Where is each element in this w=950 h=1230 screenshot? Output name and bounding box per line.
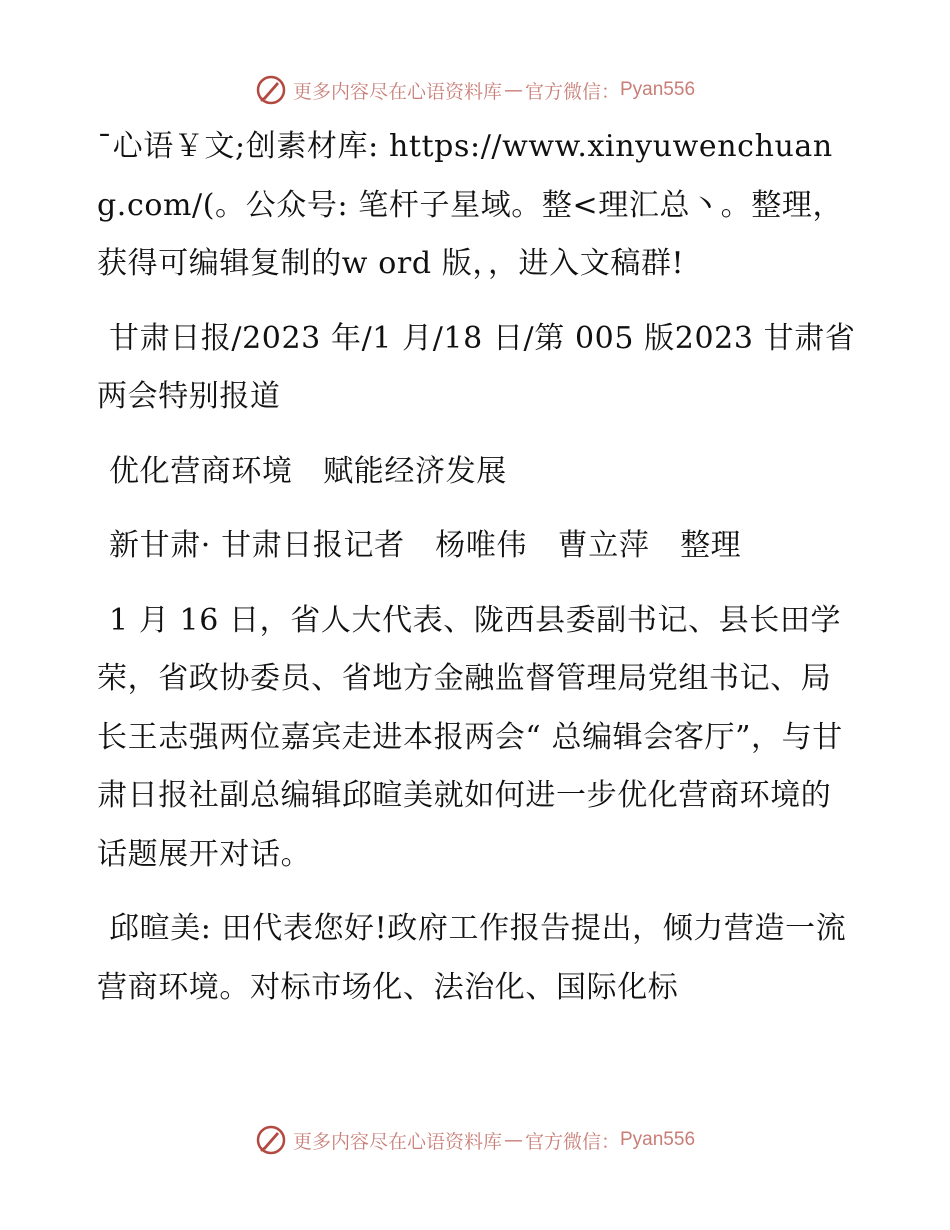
watermark-wechat-id: Pyan556 [620,1129,696,1150]
source-notice-paragraph: ¯心语￥文;创素材库: https://www.xinyuwenchuang.com/(。公众号: 笔杆子星域。整<理汇总丶。整理，获得可编辑复制的w ord 版，，进入文稿群! [97,129,844,281]
watermark-separator: — [503,79,523,101]
publication-info-paragraph: 甘肃日报/2023 年/1 月/18 日/第 005 版2023 甘肃省两会特别报道 [97,320,856,414]
dialogue-paragraph: 邱暄美: 田代表您好!政府工作报告提出，倾力营造一流营商环境。对标市场化、法治化、国际化标 [97,911,847,1005]
watermark-wechat-label: 官方微信： [524,1130,620,1153]
watermark-header [0,70,950,110]
watermark-wechat-label: 官方微信： [524,80,620,103]
intro-paragraph: 1 月 16 日，省人大代表、陇西县委副书记、县长田学荣，省政协委员、省地方金融监督管理局党组书记、局长王志强两位嘉宾走进本报两会“ 总编辑会客厅”，与甘肃日报社副总编辑邱暄美就如何进一步优化营商环境的话题展开对话。 [97,602,843,872]
document-body [97,118,857,1033]
quill-logo-icon [255,74,287,106]
byline: 新甘肃· 甘肃日报记者 杨唯伟 曹立萍 整理 [109,528,742,563]
watermark-wechat-id: Pyan556 [620,79,696,100]
quill-logo-icon [255,1124,287,1156]
watermark-text: 更多内容尽在心语资料库 [292,80,502,103]
watermark-text: 更多内容尽在心语资料库 [292,1130,502,1153]
watermark-footer [0,1120,950,1160]
article-title: 优化营商环境 赋能经济发展 [109,453,507,489]
watermark-separator: — [503,1129,523,1151]
